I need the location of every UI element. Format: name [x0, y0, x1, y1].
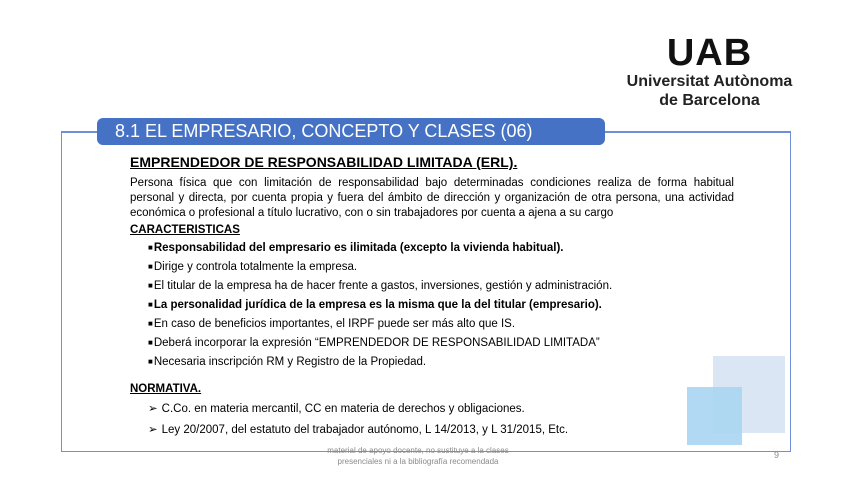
- definition-text: Persona física que con limitación de responsabilidad bajo determinadas condiciones realiza de forma habitual personal y directa, por cuenta propia y fuera del ámbito de dirección y organización de otra persona, una actividad económica o profesional a título lucrativo, con o sin trabajadores por cuenta a ajena a su cargo: [130, 177, 734, 219]
- normativa-title: NORMATIVA.: [130, 383, 202, 395]
- logo-line-1: Universitat Autònoma: [626, 73, 793, 90]
- list-item: ■En caso de beneficios importantes, el IRPF puede ser más alto que IS.: [148, 318, 516, 330]
- logo-mark: UAB: [666, 32, 753, 74]
- arrow-bullet-icon: ➢: [148, 403, 158, 415]
- slide-body: [130, 154, 734, 373]
- list-item: ■La personalidad jurídica de la empresa es la misma que la del titular (empresario).: [148, 299, 602, 311]
- characteristics-list: [130, 240, 734, 370]
- arrow-bullet-icon: ➢: [148, 424, 158, 436]
- normativa-item: ➢ Ley 20/2007, del estatuto del trabajador autónomo, L 14/2013, y L 31/2015, Etc.: [148, 424, 569, 436]
- section-heading: EMPRENDEDOR DE RESPONSABILIDAD LIMITADA (ERL).: [130, 154, 518, 170]
- list-item: ■Deberá incorporar la expresión “EMPRENDEDOR DE RESPONSABILIDAD LIMITADA”: [148, 337, 600, 349]
- slide-title: 8.1 EL EMPRESARIO, CONCEPTO Y CLASES (06): [97, 118, 605, 145]
- list-item: ■Dirige y controla totalmente la empresa.: [148, 261, 358, 273]
- frame-top-left: [61, 131, 98, 133]
- normativa-item: ➢ C.Co. en materia mercantil, CC en materia de derechos y obligaciones.: [148, 403, 525, 415]
- footer-note: material de apoyo docente, no sustituye a la clases presenciales ni a la bibliografía recomendada: [327, 446, 509, 466]
- list-item: ■Responsabilidad del empresario es ilimitada (excepto la vivienda habitual).: [148, 242, 564, 254]
- page-number: 9: [774, 450, 780, 460]
- logo-line-2: de Barcelona: [659, 92, 760, 109]
- list-item: ■El titular de la empresa ha de hacer frente a gastos, inversiones, gestión y administración.: [148, 280, 613, 292]
- uab-logo: [622, 34, 797, 110]
- frame-top-right: [605, 131, 791, 133]
- list-item: ■Necesaria inscripción RM y Registro de la Propiedad.: [148, 356, 427, 368]
- characteristics-title: CARACTERISTICAS: [130, 224, 240, 236]
